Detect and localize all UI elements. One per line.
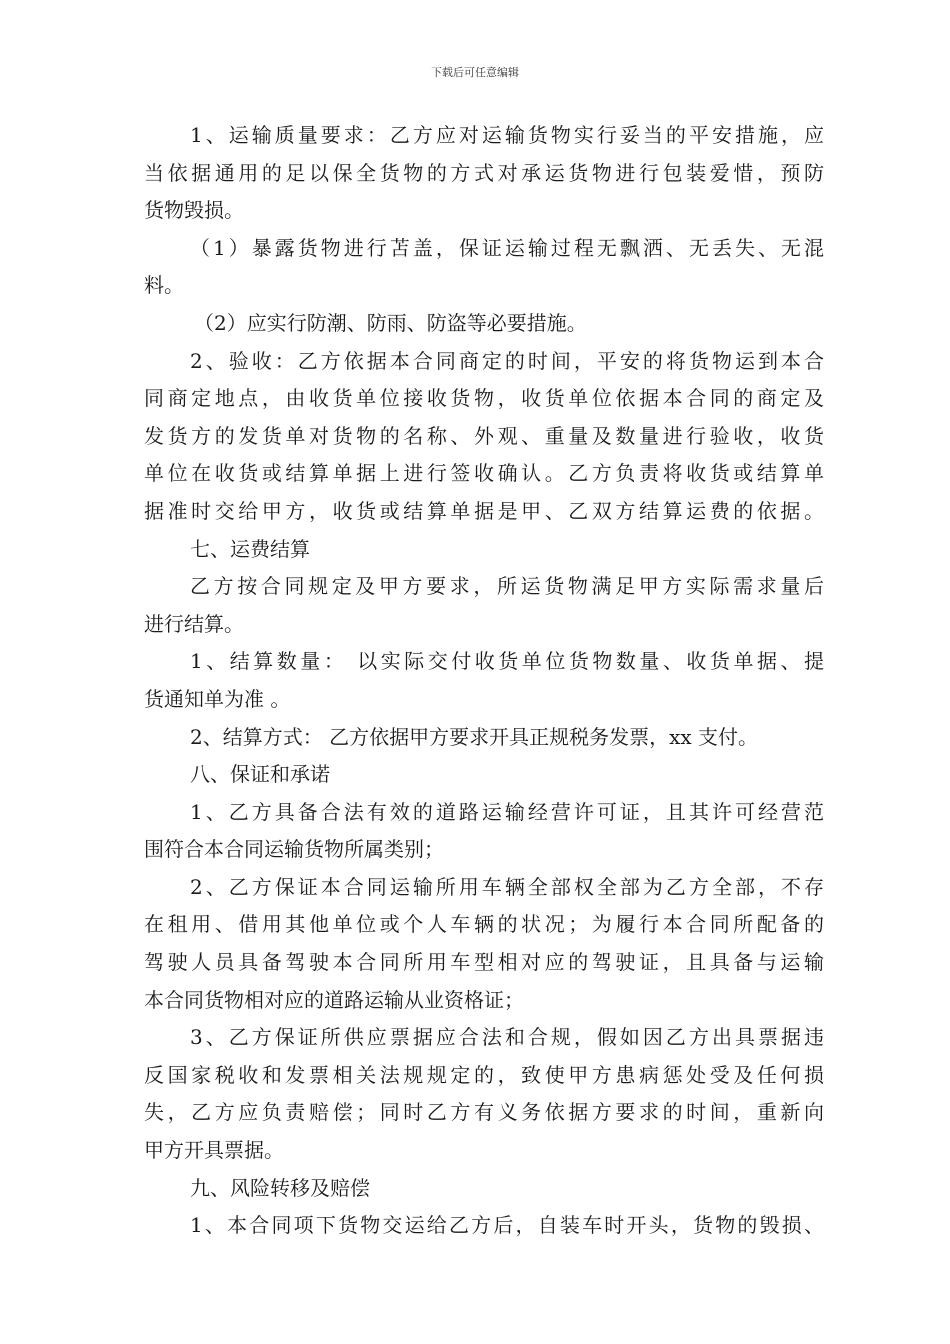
paragraph-line: 围符合本合同运输货物所属类别； — [144, 837, 444, 862]
paragraph-line: 同商定地点，由收货单位接收货物，收货单位依据本合同的商定及 — [144, 386, 824, 411]
paragraph-line: 七、运费结算 — [190, 536, 310, 561]
paragraph-line: 1、运输质量要求：乙方应对运输货物实行妥当的平安措施，应 — [190, 123, 824, 147]
paragraph-line: 3、乙方保证所供应票据应合法和合规，假如因乙方出具票据违 — [190, 1025, 824, 1050]
paragraph-line: 在租用、借用其他单位或个人车辆的状况；为履行本合同所配备的 — [144, 912, 824, 937]
paragraph-line: 货物毁损。 — [144, 198, 244, 223]
paragraph-line: 2、乙方保证本合同运输所用车辆全部权全部为乙方全部，不存 — [190, 874, 824, 899]
paragraph-line: 驾驶人员具备驾驶本合同所用车型相对应的驾驶证，且具备与运输 — [144, 950, 824, 975]
paragraph-line: 2、结算方式： 乙方依据甲方要求开具正规税务发票，xx 支付。 — [190, 724, 758, 749]
paragraph-line: 进行结算。 — [144, 611, 244, 636]
paragraph-line: 当依据通用的足以保全货物的方式对承运货物进行包装爱惜，预防 — [144, 160, 824, 185]
paragraph-line: 反国家税收和发票相关法规规定的，致使甲方患病惩处受及任何损 — [144, 1062, 824, 1087]
paragraph-line: 发货方的发货单对货物的名称、外观、重量及数量进行验收，收货 — [144, 423, 824, 448]
paragraph-line: 乙方按合同规定及甲方要求，所运货物满足甲方实际需求量后 — [190, 574, 824, 599]
paragraph-line: （1）暴露货物进行苫盖，保证运输过程无飘洒、无丢失、无混 — [190, 235, 824, 260]
paragraph-line: 2、验收：乙方依据本合同商定的时间，平安的将货物运到本合 — [190, 348, 824, 373]
paragraph-line: 八、保证和承诺 — [190, 762, 330, 787]
paragraph-line: 1、乙方具备合法有效的道路运输经营许可证，且其许可经营范 — [190, 799, 824, 824]
page-header: 下载后可任意编辑 — [431, 66, 519, 79]
paragraph-line: 失，乙方应负责赔偿；同时乙方有义务依据方要求的时间，重新向 — [144, 1100, 824, 1125]
paragraph-line: 货通知单为准 。 — [144, 686, 291, 711]
paragraph-line: 料。 — [144, 273, 184, 298]
paragraph-line: 据准时交给甲方，收货或结算单据是甲、乙双方结算运费的依据。 — [144, 498, 824, 523]
paragraph-line: 单位在收货或结算单据上进行签收确认。乙方负责将收货或结算单 — [144, 461, 824, 486]
document-body — [144, 117, 824, 1245]
paragraph-line: 1、本合同项下货物交运给乙方后，自装车时开头，货物的毁损、 — [190, 1213, 824, 1238]
paragraph-line: 九、风险转移及赔偿 — [190, 1175, 370, 1200]
paragraph-line: （2）应实行防潮、防雨、防盗等必要措施。 — [194, 310, 587, 335]
paragraph-line: 1、结算数量： 以实际交付收货单位货物数量、收货单据、提 — [190, 649, 824, 674]
paragraph-line: 甲方开具票据。 — [144, 1138, 284, 1163]
paragraph-line: 本合同货物相对应的道路运输从业资格证； — [144, 987, 524, 1012]
